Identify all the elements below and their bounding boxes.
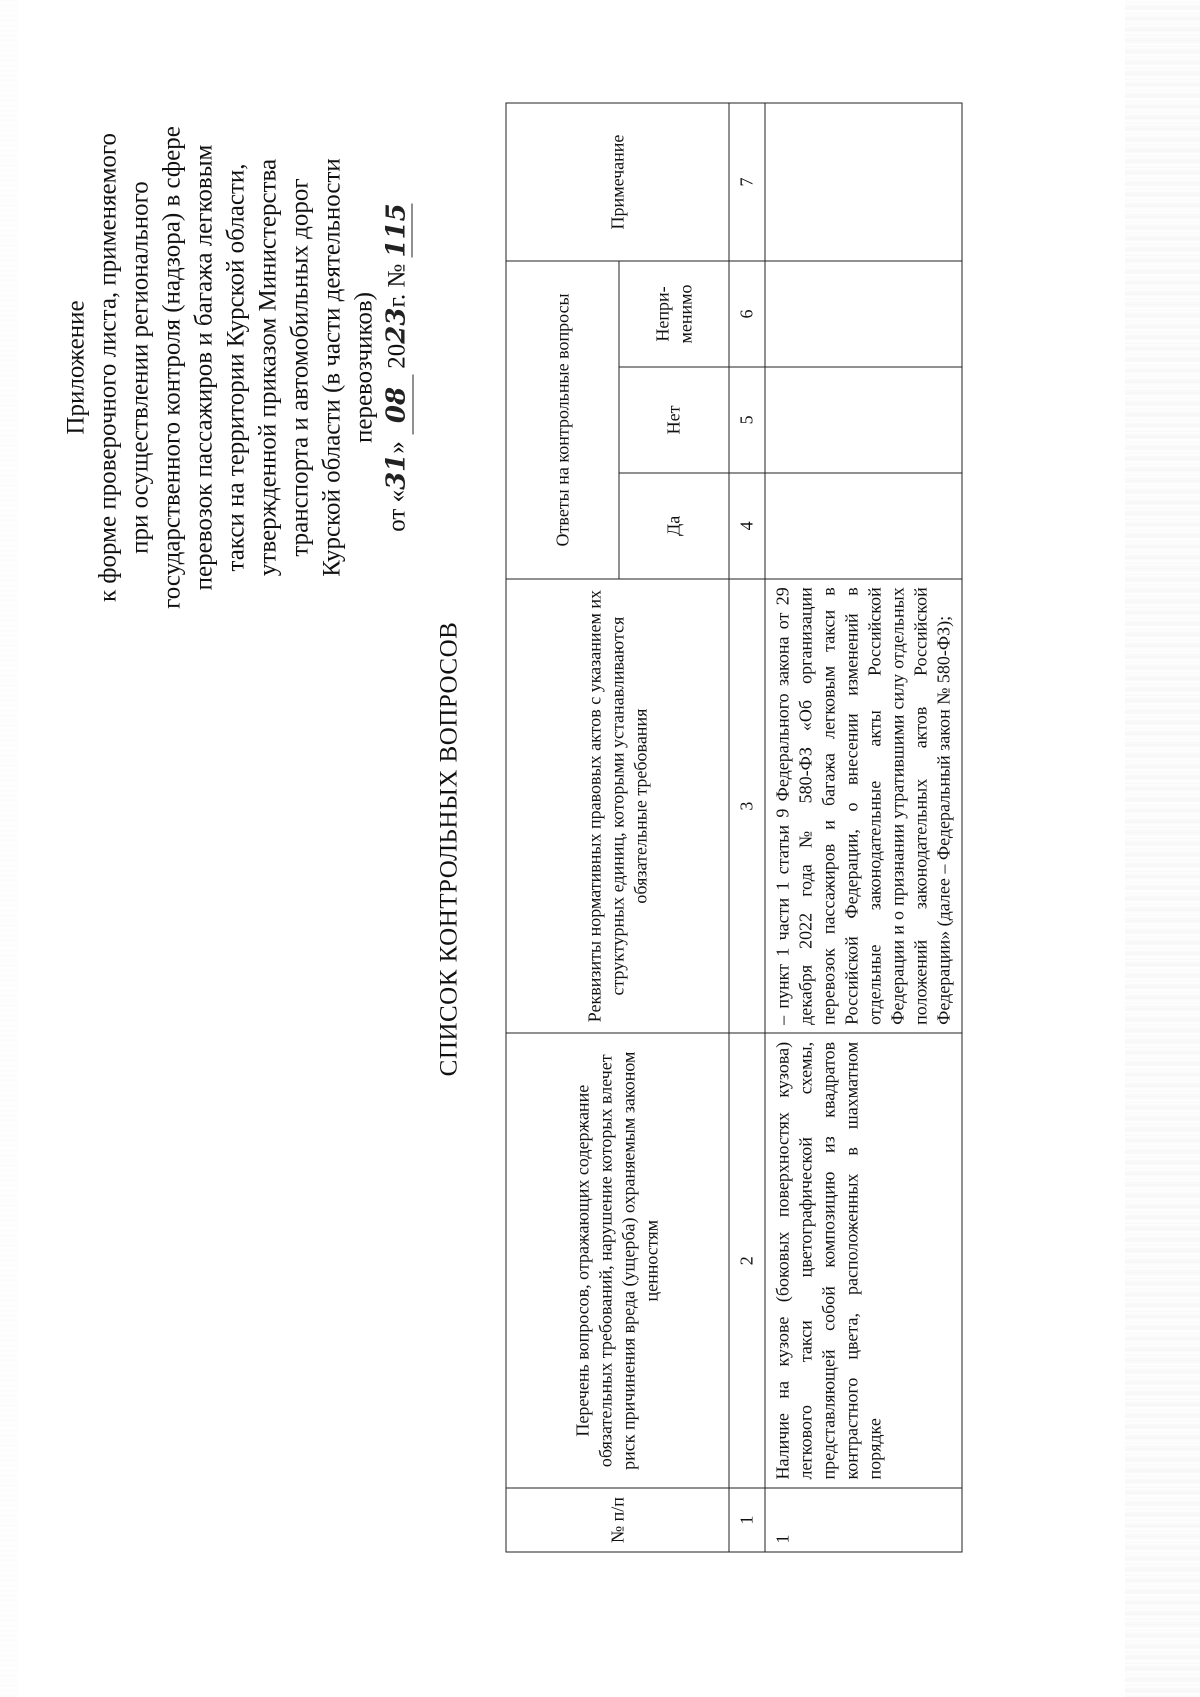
column-number: 4 bbox=[729, 472, 765, 578]
row-answer-na[interactable] bbox=[765, 261, 962, 367]
column-number-row bbox=[729, 103, 765, 1552]
column-number: 1 bbox=[729, 1488, 765, 1552]
date-year-handwritten: 23 bbox=[381, 307, 411, 344]
row-note[interactable] bbox=[765, 103, 962, 261]
row-answer-yes[interactable] bbox=[765, 472, 962, 578]
row-answer-no[interactable] bbox=[765, 366, 962, 472]
approval-line: перевозок пассажиров и багажа легковым bbox=[190, 144, 217, 590]
column-number: 6 bbox=[729, 261, 765, 367]
row-question: Наличие на кузове (боковых поверхностях кузова) легкового такси цветографической схемы, представляющей собой композицию из квадратов контрастного цвета, расположенных в шахматном порядке bbox=[765, 1033, 962, 1488]
approval-line: транспорта и автомобильных дорог bbox=[286, 177, 313, 557]
header-na: Непри-менимо bbox=[619, 261, 729, 367]
list-heading: СПИСОК КОНТРОЛЬНЫХ ВОПРОСОВ bbox=[435, 621, 462, 1076]
header-row bbox=[506, 103, 619, 1552]
approval-line: такси на территории Курской области, bbox=[222, 162, 249, 572]
date-day-handwritten: 31 bbox=[381, 453, 411, 490]
header-answers: Ответы на контрольные вопросы bbox=[506, 261, 619, 579]
row-requisites: – пункт 1 части 1 статьи 9 Федерального закона от 29 декабря 2022 года № 580-ФЗ «Об организации перевозок пассажиров и багажа легковым такси в Российской Федерации, о внесении изменений в отдельные законодательные акты Российской Федерации и о признании утратившими силу отдельных положений законодательных актов Российской Федерации» (далее – Федеральный закон № 580-ФЗ); bbox=[765, 578, 962, 1033]
column-number: 2 bbox=[729, 1033, 765, 1488]
date-month-handwritten: 08 bbox=[380, 374, 413, 434]
doc-number-handwritten: 115 bbox=[381, 202, 411, 257]
table-row bbox=[765, 103, 962, 1552]
column-number: 7 bbox=[729, 103, 765, 261]
header-num: № п/п bbox=[506, 1488, 729, 1552]
approval-line: государственного контроля (надзора) в сфере bbox=[158, 125, 185, 609]
approval-line: при осуществлении регионального bbox=[126, 180, 153, 554]
approval-line: к форме проверочного листа, применяемого bbox=[94, 132, 121, 602]
row-num: 1 bbox=[765, 1488, 962, 1552]
approval-date-line: от «31» 08 2023г. № 115 bbox=[381, 202, 411, 532]
approval-line: перевозчиков) bbox=[350, 291, 377, 443]
header-no: Нет bbox=[619, 366, 729, 472]
header-questions: Перечень вопросов, отражающих содержание обязательных требований, нарушение которых влечет риск причинения вреда (ущерба) охраняемым законом ценностям bbox=[506, 1033, 729, 1488]
checklist-table bbox=[505, 102, 962, 1552]
header-yes: Да bbox=[619, 472, 729, 578]
header-requisites: Реквизиты нормативных правовых актов с указанием их структурных единиц, которыми устанавливаются обязательные требования bbox=[506, 578, 729, 1033]
approval-line: утвержденной приказом Министерства bbox=[254, 158, 281, 576]
column-number: 5 bbox=[729, 366, 765, 472]
column-number: 3 bbox=[729, 578, 765, 1033]
approval-line: Приложение bbox=[62, 299, 89, 435]
approval-block bbox=[60, 87, 413, 647]
header-note: Примечание bbox=[506, 103, 729, 261]
approval-line: Курской области (в части деятельности bbox=[318, 157, 345, 577]
